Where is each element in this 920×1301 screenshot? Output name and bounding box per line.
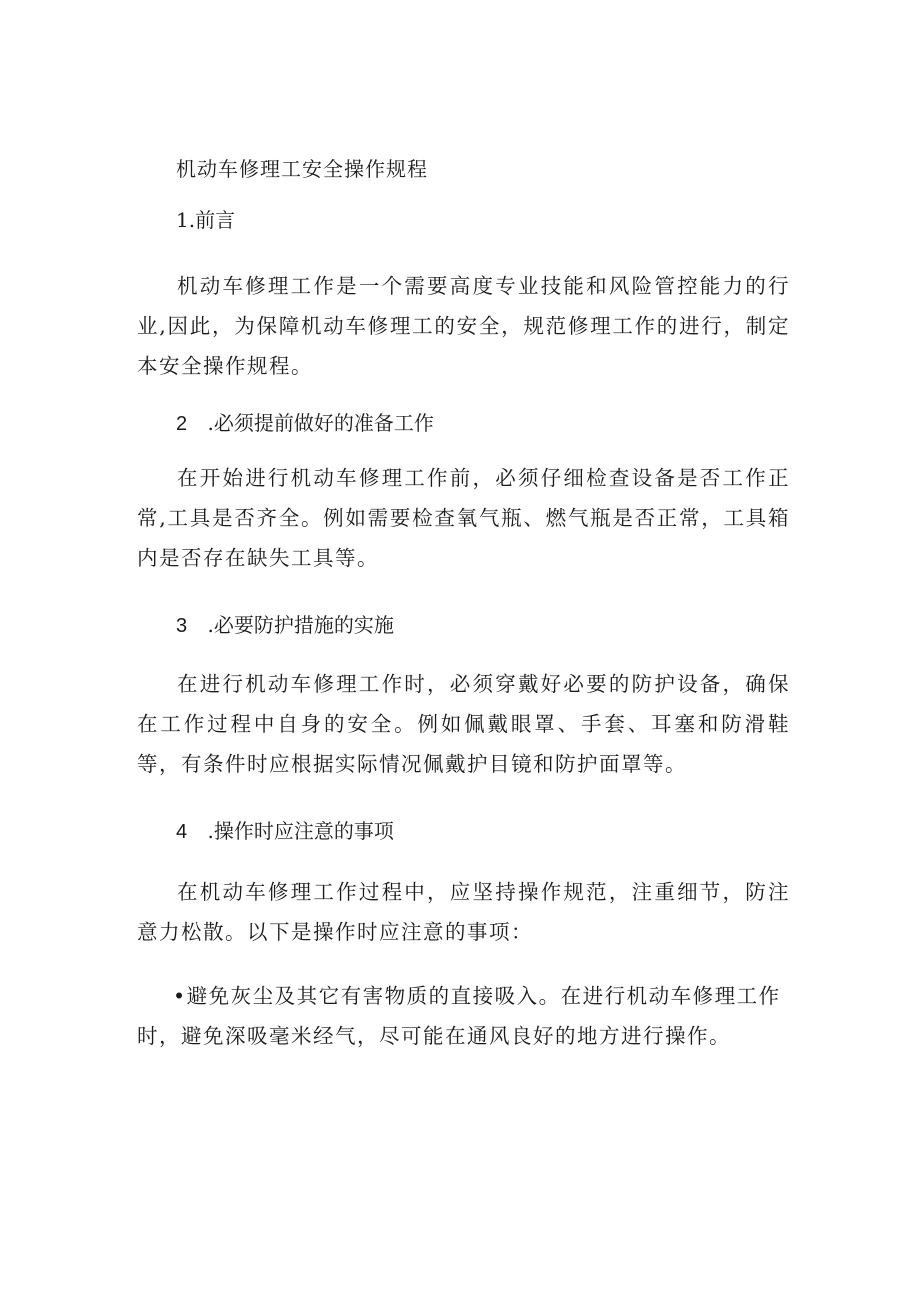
section-3-heading <box>176 612 394 639</box>
section-1-heading: 1.前言 <box>176 208 236 232</box>
section-4-title: .操作时应注意的事项 <box>207 819 394 843</box>
section-1-body: 机动车修理工作是一个需要高度专业技能和风险管控能力的行业,因此，为保障机动车修理工的安全，规范修理工作的进行，制定本安全操作规程。 <box>137 274 790 378</box>
section-3-number: 3 <box>176 615 188 637</box>
section-4-body: 在机动车修理工作过程中，应坚持操作规范，注重细节，防注意力松散。以下是操作时应注意的事项： <box>137 880 790 944</box>
section-2-title: .必须提前做好的准备工作 <box>207 411 434 435</box>
section-2-heading <box>176 410 434 437</box>
section-3-title: .必要防护措施的实施 <box>207 613 394 637</box>
section-4-heading <box>176 818 394 845</box>
section-4-bullet: •避免灰尘及其它有害物质的直接吸入。在进行机动车修理工作时，避免深吸毫米经气，尽可能在通风良好的地方进行操作。 <box>137 984 781 1048</box>
section-2-number: 2 <box>176 413 188 435</box>
section-2-body: 在开始进行机动车修理工作前，必须仔细检查设备是否工作正常,工具是否齐全。例如需要检查氧气瓶、燃气瓶是否正常，工具箱内是否存在缺失工具等。 <box>137 466 790 570</box>
document-title: 机动车修理工安全操作规程 <box>176 157 428 181</box>
section-3-body: 在进行机动车修理工作时，必须穿戴好必要的防护设备，确保在工作过程中自身的安全。例如佩戴眼罩、手套、耳塞和防滑鞋等，有条件时应根据实际情况佩戴护目镜和防护面罩等。 <box>137 672 790 776</box>
section-4-number: 4 <box>176 821 188 843</box>
